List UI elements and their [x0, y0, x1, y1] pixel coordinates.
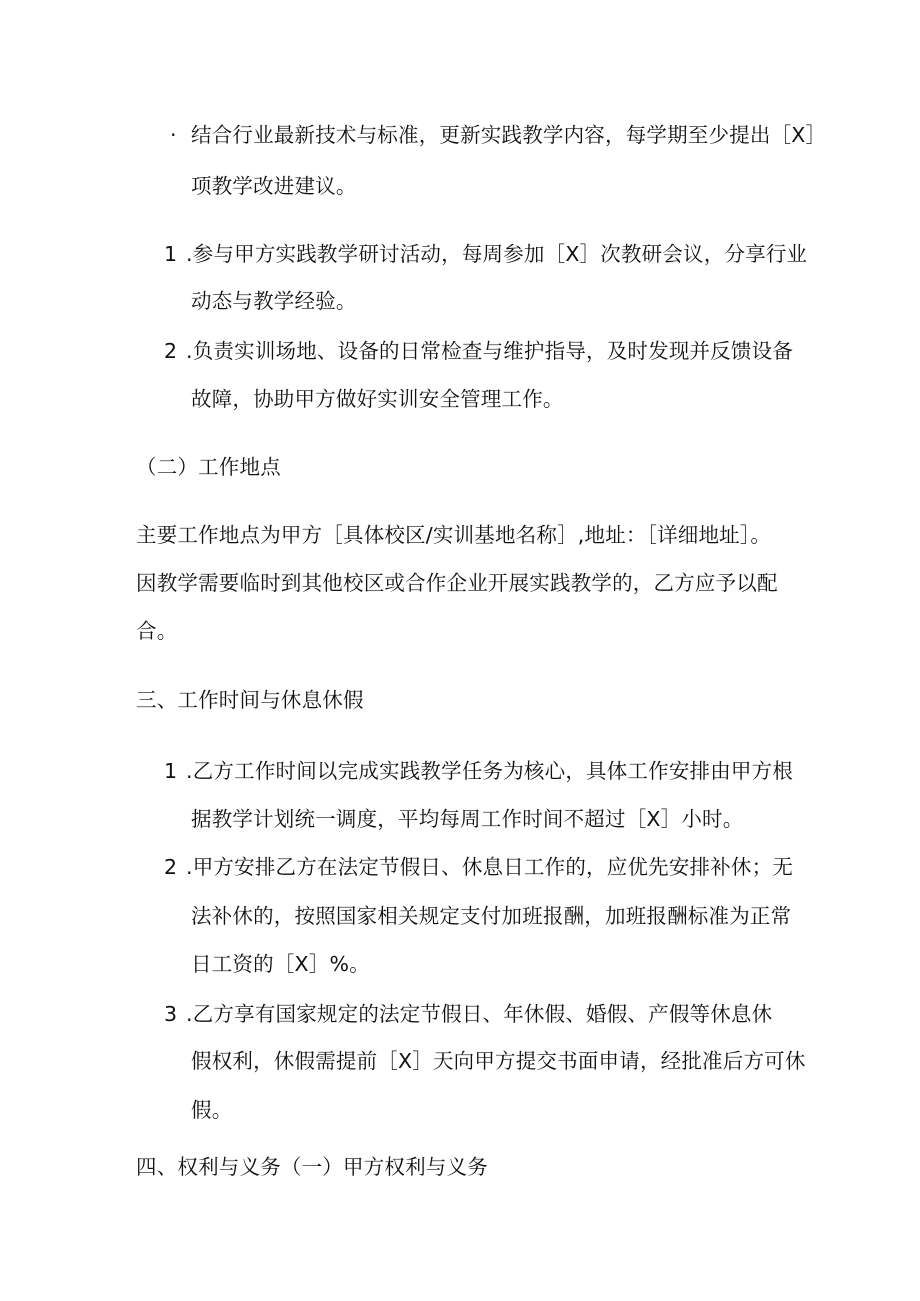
- list-a-2-line-1: .负责实训场地、设备的日常检查与维护指导，及时发现并反馈设备: [186, 339, 794, 363]
- time-item-2-number: 2: [164, 855, 178, 879]
- location-line-2: 因教学需要临时到其他校区或合作企业开展实践教学的，乙方应予以配: [136, 571, 778, 595]
- time-item-3-line-2: 假权利，休假需提前［X］天向甲方提交书面申请，经批准后方可休: [191, 1049, 806, 1073]
- list-a-1-line-2: 动态与教学经验。: [191, 289, 357, 313]
- time-item-1-number: 1: [164, 759, 178, 783]
- bullet-line-2: 项教学改进建议。: [191, 174, 357, 198]
- list-a-1-line-1: .参与甲方实践教学研讨活动，每周参加［X］次教研会议，分享行业: [186, 242, 808, 266]
- rights-heading: 四、权利与义务（一）甲方权利与义务: [136, 1155, 488, 1179]
- list-a-2-number: 2: [164, 339, 178, 363]
- location-line-3: 合。: [136, 619, 178, 643]
- time-item-1-line-1: .乙方工作时间以完成实践教学任务为核心，具体工作安排由甲方根: [186, 759, 794, 783]
- time-item-3-line-3: 假。: [191, 1098, 233, 1122]
- bullet-line-1: 结合行业最新技术与标准，更新实践教学内容，每学期至少提出［X］: [191, 123, 827, 147]
- list-a-2-line-2: 故障，协助甲方做好实训安全管理工作。: [191, 387, 564, 411]
- time-item-3-number: 3: [164, 1002, 178, 1026]
- list-a-1-number: 1: [164, 242, 178, 266]
- time-item-2-line-2: 法补休的，按照国家相关规定支付加班报酬，加班报酬标准为正常: [191, 904, 792, 928]
- time-item-2-line-3: 日工资的［X］%。: [191, 952, 370, 976]
- location-line-1: 主要工作地点为甲方［具体校区/实训基地名称］,地址：［详细地址］。: [136, 523, 772, 547]
- location-heading: （二）工作地点: [136, 455, 281, 479]
- time-item-2-line-1: .甲方安排乙方在法定节假日、休息日工作的，应优先安排补休；无: [186, 855, 794, 879]
- time-heading: 三、工作时间与休息休假: [136, 688, 364, 712]
- time-item-1-line-2: 据教学计划统一调度，平均每周工作时间不超过［X］小时。: [191, 807, 744, 831]
- time-item-3-line-1: .乙方享有国家规定的法定节假日、年休假、婚假、产假等休息休: [186, 1002, 773, 1026]
- bullet-marker: ·: [170, 123, 177, 147]
